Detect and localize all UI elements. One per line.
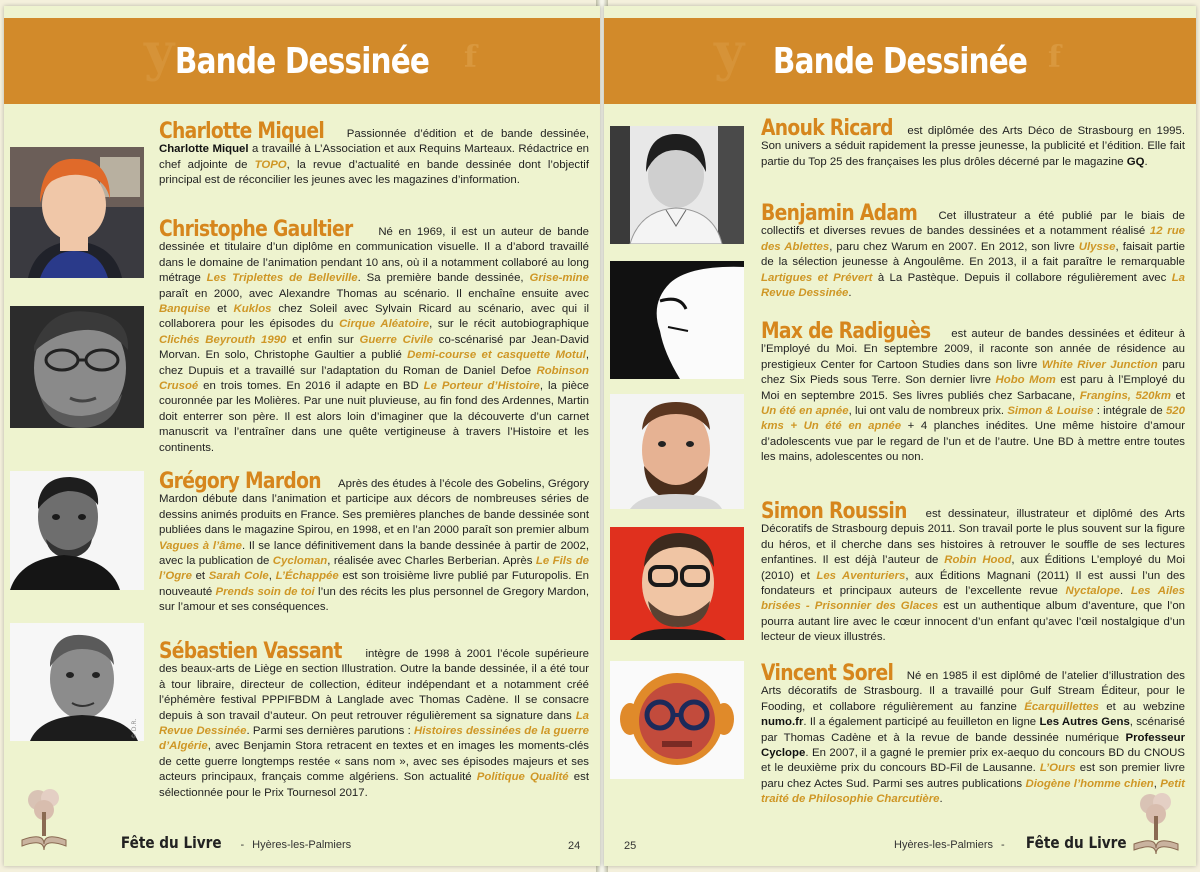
vincent-sorel-illustration (610, 661, 744, 779)
book-title: La Revue Dessinée (761, 271, 1185, 300)
tree-icon (1128, 788, 1184, 858)
bio-text: Né en 1985 il est diplômé de l’atelier d’illustration des Arts décoratifs de Strasbourg. Il a travaillé pour Gulf Stream Éditeur, pour le Fooding, et collabore régulièrement au fanzine (761, 670, 1185, 713)
bio-text: , aux Éditions Magnani (2011) Il est aussi l’un des fondateurs et principaux auteurs de l’excellente revue (761, 569, 1185, 598)
bio-text: co-scénarisé par Jean-David Morvan. En solo, Christophe Gaultier a publié (159, 333, 589, 362)
bio-text: . Il se lance définitivement dans la bande dessinée à partir de 2002, avec la publication de (159, 539, 589, 568)
entry-charlotte-miquel (159, 119, 589, 189)
bio-text: est diplômée des Arts Déco de Strasbourg en 1995. Son univers a séduit rapidement la presse jeunesse, la publicité et l’édition. Elle fait partie du Top 25 des françaises les plus drôles décerné par le magazine (761, 125, 1185, 168)
bio-text: , faisait partie de la sélection jeunesse à Angoulême. En 2013, il a fait paraître le remarquable (761, 240, 1185, 269)
bio-text: est son troisième livre publié par Futuropolis. En nouveauté (159, 570, 589, 598)
right-page-banner (604, 18, 1196, 104)
footer-brand: Fête du Livre (120, 833, 222, 852)
book-title: Écarquillettes (1024, 700, 1099, 713)
book-title: 12 rue des Ablettes (761, 225, 1185, 253)
book-title: 520 kms + Un été en apnée (761, 405, 1185, 433)
left-page (4, 6, 600, 866)
book-title: White River Junction (1041, 358, 1158, 371)
book-title: Robin Hood (944, 554, 1012, 567)
bio-text: . (1120, 585, 1131, 598)
tree-icon (16, 784, 72, 854)
entry-vincent-sorel (761, 661, 1185, 808)
book-title: TOPO (254, 158, 287, 171)
bio-bold: GQ (1126, 155, 1145, 168)
bio-text: chez Soleil avec Sylvain Ricard au scénario, avec qui il collaborera pour les épisodes du (159, 303, 589, 331)
entry-max-de-radigues (761, 319, 1185, 466)
book-title: Le Porteur d’Histoire (423, 380, 540, 393)
book-title: Simon & Louise (1007, 405, 1094, 418)
bio-text: , (268, 570, 276, 583)
book-title: Ulysse (1078, 240, 1116, 253)
left-page-banner (4, 18, 600, 104)
bio-text: est dessinateur, illustrateur et diplômé des Arts Décoratifs de Strasbourg depuis 2011. Son travail porte le plus souvent sur la figure du héros, et il cherche dans ses histoires à retrouver le souffle de ses lectures enfantines. Il est déjà l’auteur de (761, 508, 1185, 567)
decorative-letter-f: f (464, 40, 477, 75)
book-title: Le Fils de l’Ogre (159, 555, 589, 583)
bio-text: paru chez Six Pieds sous Terre. Son dernier livre (761, 358, 1185, 387)
footer-separator: - (240, 839, 245, 851)
bio-text: paraît en 2000, avec Alexandre Thomas au scénario. Il enchaîne ensuite avec (159, 287, 589, 300)
christophe-gaultier-photo (10, 306, 144, 428)
author-name: Charlotte Miquel (159, 119, 325, 144)
sebastien-vassant-photo (10, 623, 144, 741)
bio-bold: numo.fr (761, 716, 804, 729)
left-page-title: Bande Dessinée (174, 40, 430, 82)
bio-bold: Les Autres Gens (1039, 716, 1130, 729)
bio-text: et (210, 303, 234, 316)
decorative-letter-y: y (714, 22, 745, 83)
book-title: Kuklos (233, 303, 272, 316)
bio-text: , aux Éditions L’employé du Moi (2010) et (761, 554, 1185, 582)
book-title: Vagues à l’âme (159, 539, 242, 552)
book-title: Sarah Cole (208, 570, 269, 583)
author-name: Christophe Gaultier (159, 217, 353, 242)
decorative-letter-f: f (1048, 40, 1061, 75)
author-name: Grégory Mardon (159, 469, 321, 494)
bio-bold: Charlotte Miquel (159, 143, 249, 156)
footer-separator: - (1001, 839, 1005, 851)
bio-text: . En 2007, il a gagné le premier prix ex-aequo du concours BD du CNOUS et le deuxième prix du concours BD-Fil de Lausanne. (761, 747, 1185, 775)
left-footer (112, 833, 351, 852)
svg-text:© D.R.: © D.R. (131, 718, 138, 739)
bio-text: est auteur de bandes dessinées et éditeur à l’Employé du Moi. En septembre 2009, il raconte son année de résidence au prestigieux Center for Cartoon Studies dans son livre (761, 328, 1185, 371)
book-title: Cycloman (272, 555, 328, 568)
bio-text: est son premier livre paru chez Actes Sud. Parmi ses autres publications (761, 762, 1185, 790)
book-title: Clichés Beyrouth 1990 (159, 333, 287, 346)
book-title: Les Ailes brisées - Prisonnier des Glaces (761, 585, 1185, 613)
book-title: Histoires dessinées de la guerre d’Algérie (159, 725, 589, 753)
entry-anouk-ricard (761, 116, 1185, 170)
bio-text: à La Pastèque. Depuis il collabore régulièrement avec (872, 271, 1172, 284)
bio-text: , paru chez Warum en 2007. En 2012, son livre (829, 240, 1079, 253)
bio-text: , chez Dupuis et a travaillé sur l’adaptation du Roman de Daniel Defoe (159, 349, 589, 377)
author-name: Benjamin Adam (761, 201, 918, 226)
bio-text: en trois tomes. En 2016 il adapte en BD (198, 380, 424, 393)
footer-brand: Fête du Livre (1025, 833, 1127, 852)
book-title: Banquise (159, 303, 211, 316)
bio-text: Après des études à l’école des Gobelins, Grégory Mardon débute dans l’animation et participe aux décors de nombreuses séries de dessins animés produits en France. Ses premières planches de bande dessinée sont publiées dans le magazine Spirou, en 1998, et en l’an 2000 paraît son premier album (159, 478, 589, 537)
page-number: 25 (624, 840, 637, 852)
bio-text: Cet illustrateur a été publié par le biais de collectifs et diverses revues de bandes dessinées et a notamment réalisé (761, 210, 1185, 238)
book-title: Politique Qualité (476, 771, 569, 784)
bio-text: , scénarisé par Thomas Cadène et à la revue de bande dessinée numérique (761, 716, 1185, 744)
bio-text: + 4 planches inédites. Une même histoire d’amour d’adolescents vue par le regard de l’un et de l’autre. Une BD à mettre entre toutes les mains, adolescentes ou non. (761, 420, 1185, 464)
bio-text: . (848, 287, 852, 300)
bio-bold: Professeur Cyclope (761, 731, 1185, 760)
right-footer (894, 833, 1135, 852)
book-title: Frangins, 520km (1079, 389, 1171, 402)
bio-text: : intégrale de (1093, 405, 1166, 418)
bio-text: , la pièce couronnée par les Molières. Par une nuit pluvieuse, au fin fond des Ardennes, Martin doit enterrer son père. Il est alors loin d’imaginer que la découverte d’un carnet manuscrit va l’entraîner dans une quête vertigineuse à travers l’Histoire et les continents. (159, 380, 589, 454)
book-title: Petit traité de Philosophie Charcutière (761, 777, 1185, 806)
bio-text: est sélectionnée pour le Prix Tournesol 2017. (159, 771, 589, 799)
right-page (604, 6, 1196, 866)
author-name: Max de Radiguès (761, 319, 931, 344)
bio-text: et (191, 570, 209, 583)
author-name: Vincent Sorel (761, 661, 894, 686)
book-title: Grise-mine (529, 272, 589, 285)
book-title: Demi-course et casquette Motul (407, 349, 586, 362)
bio-text: , (1153, 777, 1161, 790)
book-title: Un été en apnée (761, 405, 849, 418)
book-title: Diogène l’homme chien (1025, 777, 1154, 790)
bio-text: et enfin sur (286, 333, 360, 346)
open-book-icon (22, 837, 66, 850)
bio-text: et au webzine (1098, 700, 1185, 713)
benjamin-adam-illustration (610, 261, 744, 379)
gregory-mardon-photo (10, 471, 144, 590)
bio-text: , avec Benjamin Stora retracent en textes et en images les moments-clés de cette guerre longtemps restée « sans nom », avec ses épisodes majeurs et ses acteurs principaux, français comme algériens. Son actualité (159, 740, 589, 784)
page-number: 24 (568, 840, 581, 852)
bio-text: . Il a également participé au feuilleton en ligne (803, 716, 1040, 729)
book-title: Les Aventuriers (816, 569, 906, 582)
bio-text: intègre de 1998 à 2001 l’école supérieure des beaux-arts de Liège en section Illustration. Outre la bande dessinée, il a été tour à tour libraire, directeur de collection, éditeur indépendant et a notamment créé l’éphémère festival PPPIFBDM à Langlade avec Thomas Cadène. Il se consacre depuis à son travail d’auteur. On peut retrouver régulièrement sa signature dans (159, 648, 589, 722)
footer-city: Hyères-les-Palmiers (894, 839, 994, 851)
open-book-icon (1134, 841, 1178, 854)
decorative-letter-y: y (144, 22, 175, 83)
bio-text: l’un des récits les plus personnel de Gregory Mardon, sur l’amour et ses conséquences. (159, 585, 589, 614)
bio-text: , réalisée avec Charles Berberian. Après (327, 555, 536, 568)
entry-christophe-gaultier (159, 217, 589, 456)
book-title: Cirque Aléatoire (339, 318, 430, 331)
book-title: L’Ours (1039, 762, 1076, 775)
anouk-ricard-photo (610, 126, 744, 244)
book-title: Hobo Mom (995, 374, 1056, 387)
book-title: Prends soin de toi (215, 585, 315, 598)
bio-text: a travaillé à L’Association et aux Requins Marteaux. Rédactrice en chef adjointe de (159, 143, 589, 171)
book-title: Lartigues et Prévert (761, 271, 873, 284)
simon-roussin-photo (610, 527, 744, 640)
book-title: Robinson Crusoé (159, 364, 589, 393)
bio-text: et (1170, 389, 1185, 402)
bio-text: . (1144, 155, 1148, 168)
book-title: Guerre Civile (359, 333, 434, 346)
bio-text: , la revue d’actualité en bande dessinée dont l’objectif principal est de réconcilier les jeunes avec les magazines d’information. (159, 158, 589, 187)
entry-gregory-mardon (159, 469, 589, 616)
bio-text: , sur le récit autobiographique (429, 318, 589, 331)
entry-benjamin-adam (761, 201, 1185, 301)
author-name: Simon Roussin (761, 499, 907, 524)
entry-simon-roussin (761, 499, 1185, 646)
bio-text: Né en 1969, il est un auteur de bande dessinée et titulaire d’un diplôme en communication visuelle. Il a d’abord travaillé dans le domaine de l’animation pendant 10 ans, où il a notamment collaboré au long métrage (159, 226, 589, 285)
right-page-title: Bande Dessinée (772, 40, 1028, 82)
author-name: Sébastien Vassant (159, 639, 342, 664)
bio-text: , lui ont valu de nombreux prix. (848, 405, 1008, 418)
book-title: Les Triplettes de Belleville (206, 272, 358, 285)
author-name: Anouk Ricard (761, 116, 893, 141)
bio-text: . (939, 793, 943, 806)
footer-city: Hyères-les-Palmiers (252, 839, 352, 851)
book-title: La Revue Dessinée (159, 709, 589, 738)
entry-sebastien-vassant (159, 639, 589, 801)
bio-text: est paru à l’Employé du Moi en septembre 2015. Ses livres publiés chez Sarbacane, (761, 374, 1185, 402)
max-de-radigues-photo (610, 394, 744, 509)
bio-text: . Parmi ses dernières parutions : (246, 725, 414, 738)
charlotte-miquel-photo (10, 147, 144, 278)
bio-text: . Sa première bande dessinée, (357, 272, 530, 285)
bio-text: Passionnée d’édition et de bande dessinée, (339, 128, 589, 140)
book-title: L’Échappée (275, 570, 339, 583)
bio-text: est un authentique album d’aventure, que l’on pourra autant lire avec le cœur innocent d’un enfant qu’avec l’œil nostalgique d’un lecteur de vieux illustrés. (761, 600, 1185, 644)
book-title: Nyctalope (1065, 585, 1120, 598)
